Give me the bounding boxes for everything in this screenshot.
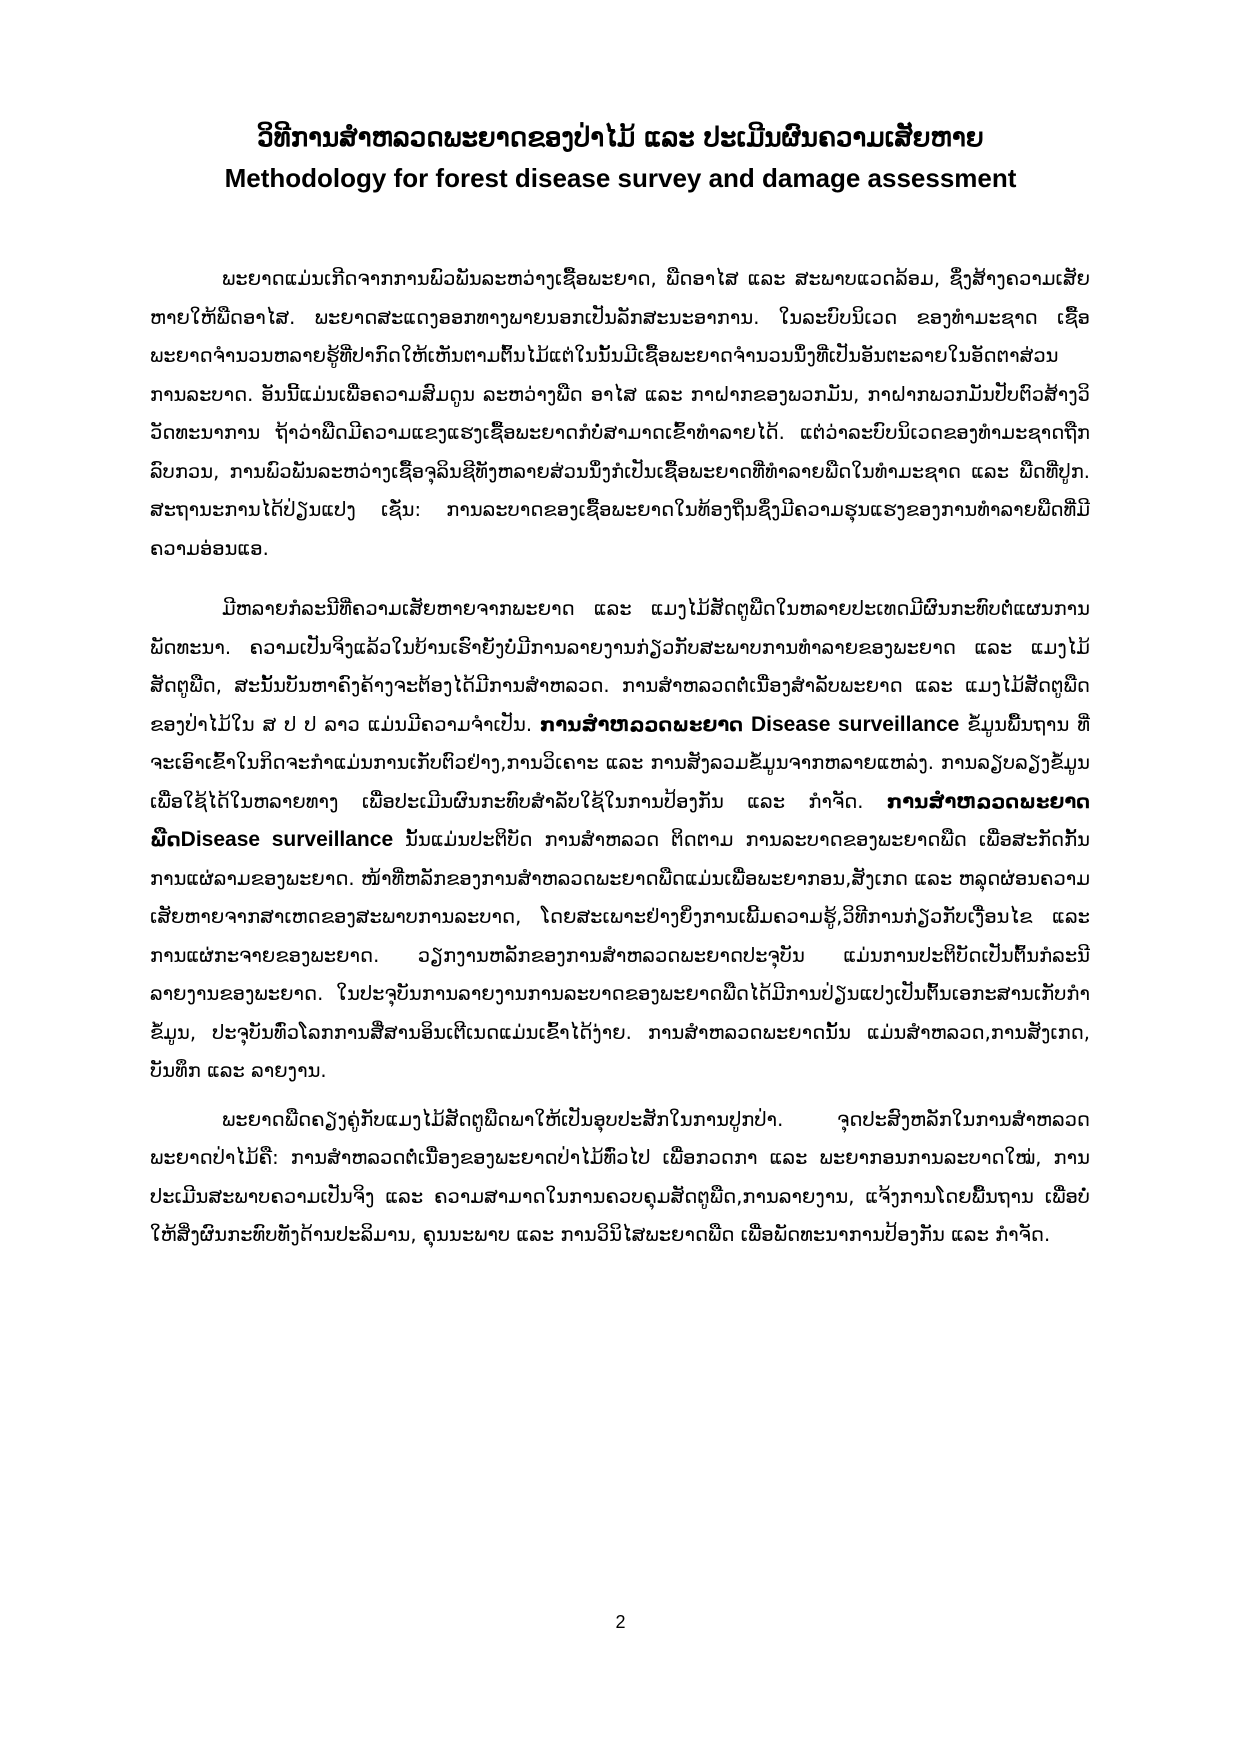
- paragraph-3: ພະຍາດພືດຄຽງຄູ່ກັບແມງໄມ້ສັດຕູພືດພາໃຫ້ເປັນອຸບປະສັກໃນການປູກປ່າ. ຈຸດປະສົງຫລັກໃນການສຳຫລວດພະຍາດປ່າໄມ້ຄື: ການສຳຫລວດຕໍ່ເນື່ອງຂອງພະຍາດປ່າໄມ້ທົ່ວໄປ ເພື່ອກວດກາ ແລະ ພະຍາກອນການລະບາດໃໝ່, ການປະເມີນສະພາບຄວາມເປັນຈິງ ແລະ ຄວາມສາມາດໃນການຄວບຄຸມສັດຕູພືດ,ການລາຍງານ, ແຈ້ງການໂດຍພື້ນຖານ ເພື່ອບໍ່ໃຫ້ສິ່ງຜົນກະທົບທັງດ້ານປະລິມານ, ຄຸນນະພາບ ແລະ ການວິນິໄສພະຍາດພືດ ເພື່ອພັດທະນາການປ້ອງກັນ ແລະ ກຳຈັດ.: [150, 1107, 1090, 1246]
- page-number: 2: [615, 1612, 626, 1632]
- paragraph-1: ພະຍາດແມ່ນເກີດຈາກການພົວພັນລະຫວ່າງເຊື້ອພະຍາດ, ພືດອາໄສ ແລະ ສະພາບແວດລ້ອມ, ຊຶ່ງສ້າງຄວາມເສັຍຫາຍໃຫ້ພືດອາໄສ. ພະຍາດສະແດງອອກທາງພາຍນອກເປັນລັກສະນະອາການ. ໃນລະບົບນິເວດ ຂອງທຳມະຊາດ ເຊື້ອພະຍາດຈຳນວນຫລາຍຮູ້ທີ່ປາກົດໃຫ້ເຫັນຕາມຕົ້ນໄມ້ແຕ່ໃນນັ້ນມີເຊື້ອພະຍາດຈຳນວນນຶ່ງທີ່ເປັນອັນຕະລາຍໃນອັດຕາສ່ວນການລະບາດ. ອັນນີ້ແມ່ນເພື່ອຄວາມສົມດູນ ລະຫວ່າງພືດ ອາໄສ ແລະ ກາຝາກຂອງພວກມັນ, ກາຝາກພວກມັນປັບຕົວສ້າງວິວັດທະນາການ ຖ້າວ່າພືດມີຄວາມແຂງແຮງເຊື້ອພະຍາດກໍບໍ່ສາມາດເຂົ້າທຳລາຍໄດ້. ແຕ່ວ່າລະບົບນິເວດຂອງທຳມະຊາດຖືກລົບກວນ, ການພົວພັນລະຫວ່າງເຊື້ອຈຸລິນຊີທັງຫລາຍສ່ວນນຶ່ງກໍເປັນເຊື້ອພະຍາດທີ່ທຳລາຍພືດໃນທຳມະຊາດ ແລະ ພືດທີ່ປູກ. ສະຖານະການໄດ້ປ່ຽນແປງ ເຊັ່ນ: ການລະບາດຂອງເຊື້ອພະຍາດໃນທ້ອງຖິ່ນຊຶ່ງມີຄວາມຮຸນແຮງຂອງການທຳລາຍພືດທີ່ມີຄວາມອ່ອນແອ.: [150, 267, 1090, 560]
- bold-term-2-lao: ການສຳຫລວດພະຍາດພືດ: [150, 789, 1090, 851]
- paragraph-2-part-1: ມີຫລາຍກໍລະນີທີ່ຄວາມເສັຍຫາຍຈາກພະຍາດ ແລະ ແມງໄມ້ສັດຕູພືດໃນຫລາຍປະເທດມີຜົນກະທົບຕໍ່ແຜນການພັດທະນາ. ຄວາມເປັນຈິງແລ້ວໃນບ້ານເຮົາຍັງບໍ່ມີການລາຍງານກ່ຽວກັບສະພາບການທຳລາຍຂອງພະຍາດ ແລະ ແມງໄມ້ສັດຕູພືດ, ສະນັ້ນບັນຫາຄົງຄ້າງຈະຕ້ອງໄດ້ມີການສຳຫລວດ. ການສຳຫລວດຕໍ່ເນື່ອງສຳລັບພະຍາດ ແລະ ແມງໄມ້ສັດຕູພືດ ຂອງປ່າໄມ້ໃນ ສ ປ ປ ລາວ ແມ່ນມີຄວາມຈຳເປັນ.: [150, 597, 1090, 736]
- title-block: [140, 118, 1101, 198]
- title-lao: ວິທີການສຳຫລວດພະຍາດຂອງປ່າໄມ້ ແລະ ປະເມີນຜົນຄວາມເສັຍຫາຍ: [257, 123, 984, 153]
- title-english: Methodology for forest disease survey and damage assessment: [224, 163, 1017, 193]
- bold-term-1-english: Disease surveillance: [750, 712, 960, 736]
- paragraph-2-part-3: ນັ້ນແມ່ນປະຕິບັດ ການສຳຫລວດ ຕິດຕາມ ການລະບາດຂອງພະຍາດພືດ ເພື່ອສະກັດກັ້ນການແຜ່ລາມຂອງພະຍາດ. ໜ້າທີ່ຫລັກຂອງການສຳຫລວດພະຍາດພືດແມ່ນເພື່ອພະຍາກອນ,ສັງເກດ ແລະ ຫລຸດຜ່ອນຄວາມເສັຍຫາຍຈາກສາເຫດຂອງສະພາບການລະບາດ, ໂດຍສະເພາະຢ່າງຍິ່ງການເພີ້ມຄວາມຮູ້,ວິທີການກ່ຽວກັບເງື່ອນໄຂ ແລະ ການແຜ່ກະຈາຍຂອງພະຍາດ. ວຽກງານຫລັກຂອງການສຳຫລວດພະຍາດປະຈຸບັນ ແມ່ນການປະຕິບັດເປັນຕົ້ນກໍລະນີລາຍງານຂອງພະຍາດ. ໃນປະຈຸບັນການລາຍງານການລະບາດຂອງພະຍາດພືດໄດ້ມີການປ່ຽນແປງເປັນຕົ້ນເອກະສານເກັບກຳຂໍ້ມູນ, ປະຈຸບັນທົ່ວໂລກການສື່ສານອິນເຕີເນດແມ່ນເຂົ້າໄດ້ງ່າຍ. ການສຳຫລວດພະຍາດນັ້ນ ແມ່ນສຳຫລວດ,ການສັງເກດ, ບັນທຶກ ແລະ ລາຍງານ.: [150, 828, 1091, 1082]
- bold-term-2-english: Disease surveillance: [180, 828, 394, 851]
- paragraph-2-part-2: ຂໍ້ມູນພື້ນຖານ ທີ່ຈະເອົາເຂົ້າໃນກິດຈະກຳແມ່ນການເກັບຕົວຢ່າງ,ການວິເຄາະ ແລະ ການສັງລວມຂໍ້ມູນຈາກຫລາຍແຫລ່ງ. ການລຽບລຽງຂໍ້ມູນເພື່ອໃຊ້ໄດ້ໃນຫລາຍທາງ ເພື່ອປະເມີນຜົນກະທົບສຳລັບໃຊ້ໃນການປ້ອງກັນ ແລະ ກຳຈັດ.: [150, 712, 1090, 813]
- document-body: [150, 260, 1090, 1255]
- bold-term-1-lao: ການສຳຫລວດພະຍາດ: [539, 712, 744, 736]
- paragraph-2: [150, 590, 1090, 1091]
